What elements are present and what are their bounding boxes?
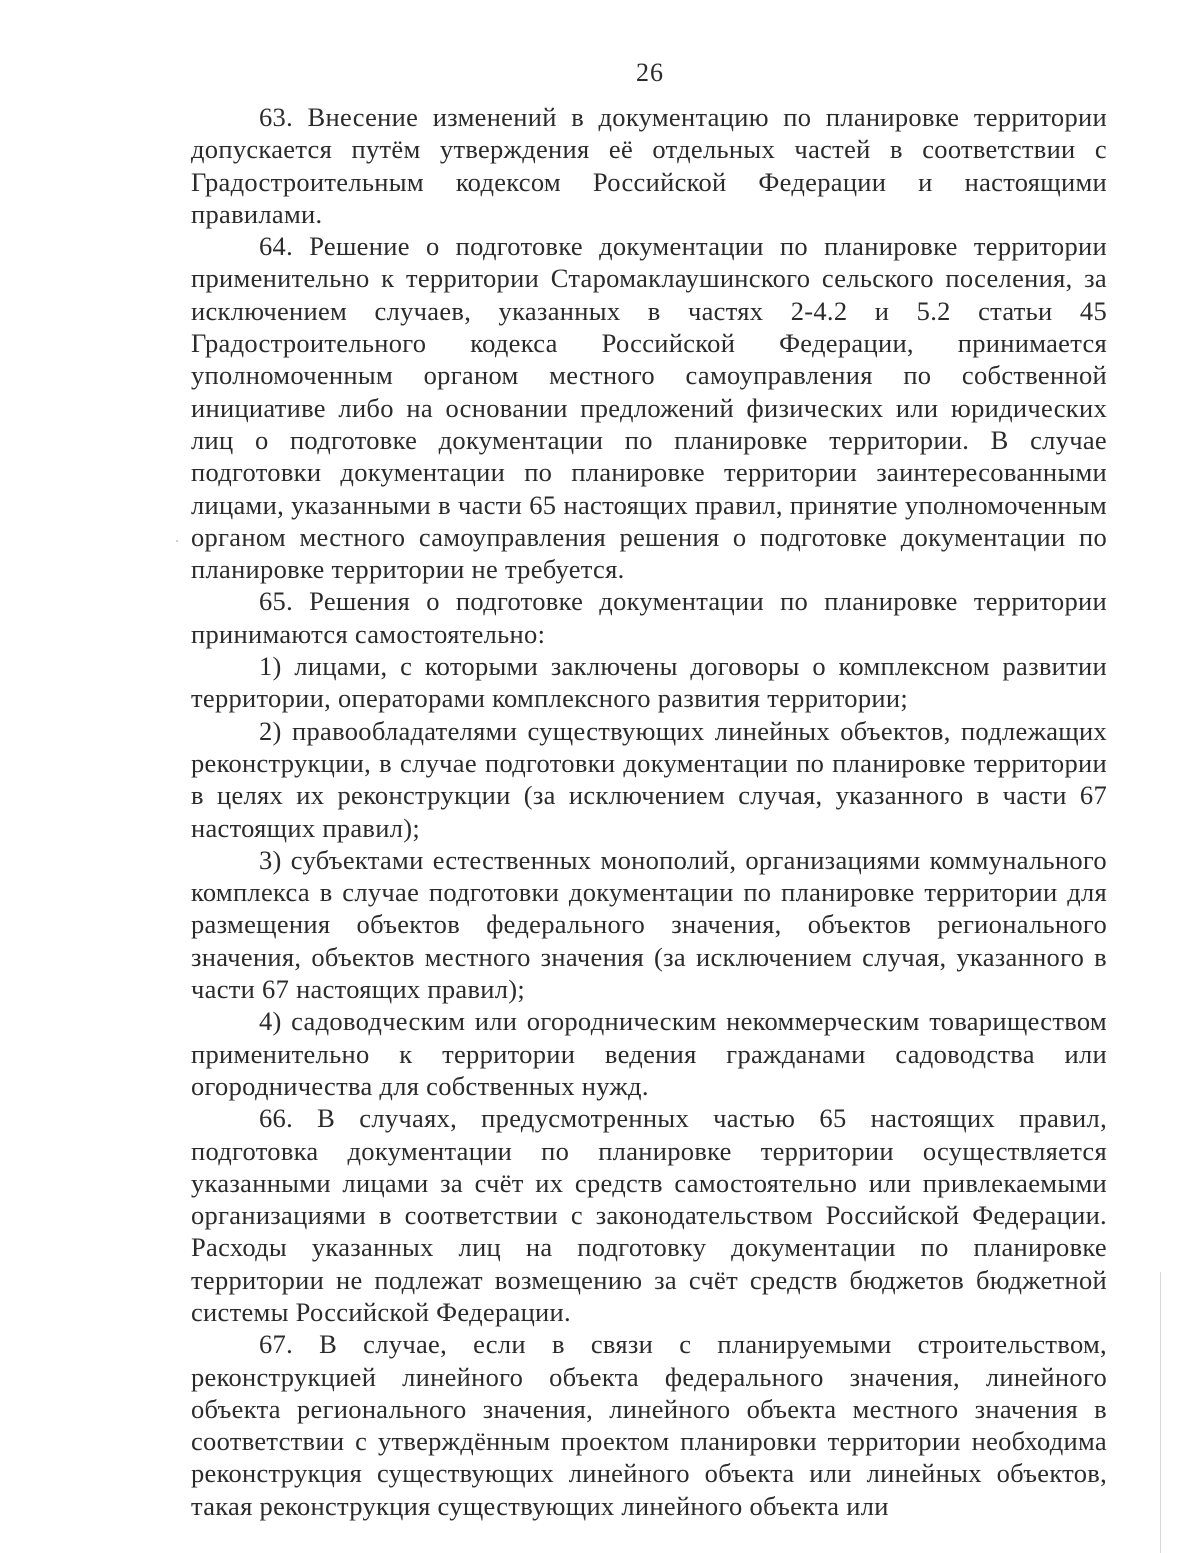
paragraph-63: 63. Внесение изменений в документацию по планировке территории допускается путём утверждения её отдельных частей в соответствии с Градостроительным кодексом Российской Федерации и настоящими правилами.	[191, 102, 1107, 229]
paragraph-65: 65. Решения о подготовке документации по планировке территории принимаются самостоятельно:	[191, 586, 1107, 649]
list-item-65-1: 1) лицами, с которыми заключены договоры о комплексном развитии территории, операторами комплексного развития территории;	[191, 651, 1107, 714]
scan-edge-line	[1160, 1272, 1161, 1553]
paragraph-67: 67. В случае, если в связи с планируемыми строительством, реконструкцией линейного объекта федерального значения, линейного объекта регионального значения, линейного объекта местного значения в соответствии с утверждённым проектом планировки территории необходима реконструкция существующих линейного объекта или линейных объектов, такая реконструкция существующих линейного объекта или	[191, 1329, 1107, 1521]
page-number: 26	[636, 58, 664, 87]
list-item-65-4: 4) садоводческим или огородническим некоммерческим товариществом применительно к территории ведения гражданами садоводства или огородничества для собственных нужд.	[191, 1006, 1107, 1101]
paragraph-64: 64. Решение о подготовке документации по планировке территории применительно к территории Старомаклаушинского сельского поселения, за исключением случаев, указанных в частях 2-4.2 и 5.2 статьи 45 Градостроительного кодекса Российской Федерации, принимается уполномоченным органом местного самоуправления по собственной инициативе либо на основании предложений физических или юридических лиц о подготовке документации по планировке территории. В случае подготовки документации по планировке территории заинтересованными лицами, указанными в части 65 настоящих правил, принятие уполномоченным органом местного самоуправления решения о подготовке документации по планировке территории не требуется.	[191, 231, 1107, 585]
paragraph-66: 66. В случаях, предусмотренных частью 65 настоящих правил, подготовка документации по планировке территории осуществляется указанными лицами за счёт их средств самостоятельно или привлекаемыми организациями в соответствии с законодательством Российской Федерации. Расходы указанных лиц на подготовку документации по планировке территории не подлежат возмещению за счёт средств бюджетов бюджетной системы Российской Федерации.	[191, 1103, 1107, 1327]
list-item-65-2: 2) правообладателями существующих линейных объектов, подлежащих реконструкции, в случае подготовки документации по планировке территории в целях их реконструкции (за исключением случая, указанного в части 67 настоящих правил);	[191, 715, 1107, 843]
document-body	[191, 101, 1107, 1522]
list-item-65-3: 3) субъектами естественных монополий, организациями коммунального комплекса в случае подготовки документации по планировке территории для размещения объектов федерального значения, объектов регионального значения, объектов местного значения (за исключением случая, указанного в части 67 настоящих правил);	[191, 844, 1107, 1005]
scan-speck	[176, 540, 178, 542]
